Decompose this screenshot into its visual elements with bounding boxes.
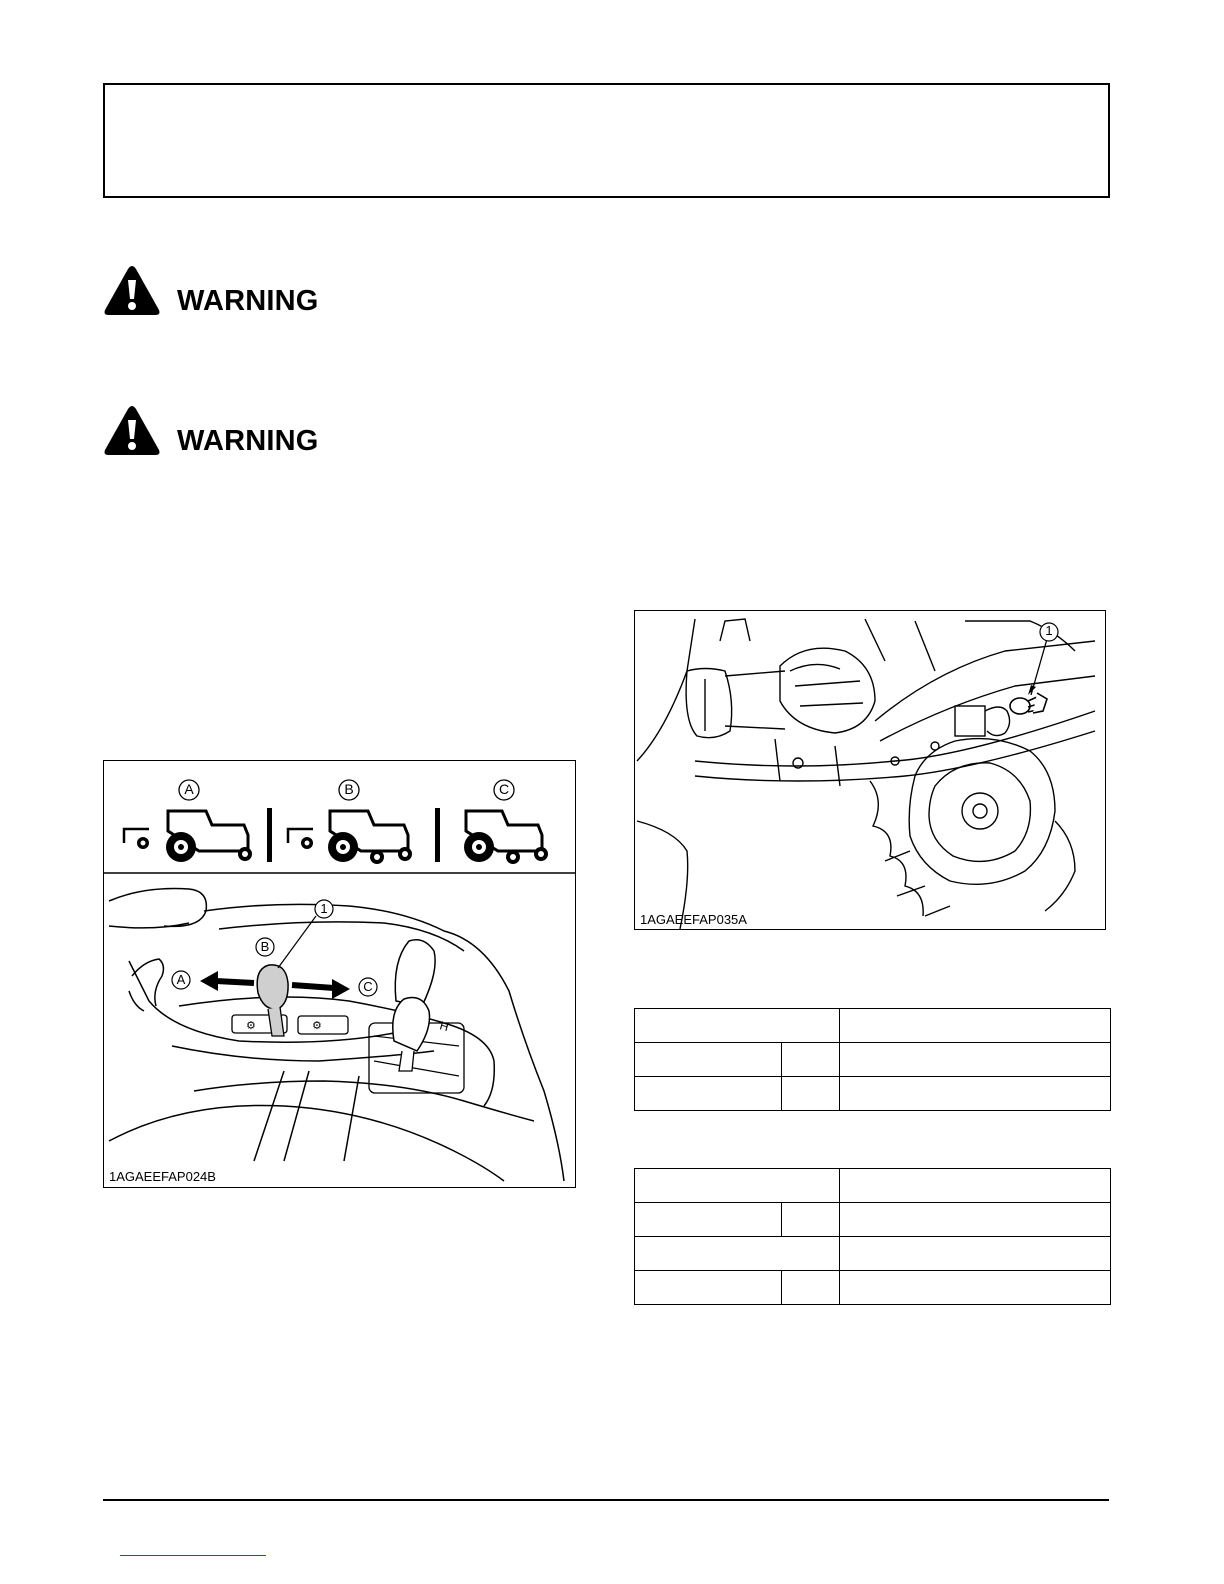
footer-link[interactable] [120,1555,266,1556]
console-line-art [109,889,564,1182]
callout-part: 1 [1045,623,1053,638]
table-cell [635,1237,840,1271]
table-cell [635,1043,782,1077]
mode-label-c: C [498,781,510,797]
table-cell [839,1237,1110,1271]
table-cell [635,1169,840,1203]
callout-lever: 1 [320,901,328,916]
warning-triangle-icon [103,403,161,457]
table-cell [839,1169,1110,1203]
callout-b: B [260,939,270,954]
callout-c: C [363,979,373,994]
warning-label: WARNING [177,285,319,317]
grease-fitting [1010,693,1047,714]
table-cell [839,1271,1110,1305]
warning-heading-2 [103,403,423,459]
underside-illustration [635,611,1105,929]
table-cell [839,1043,1110,1077]
table-row [635,1203,1111,1237]
spec-table-2 [634,1168,1111,1305]
table-cell [782,1271,839,1305]
warning-label: WARNING [177,425,319,457]
table-cell [635,1203,782,1237]
table-cell [782,1043,839,1077]
warning-heading-1 [103,263,423,319]
figure-shift-lever [103,760,576,1188]
figure-id: 1AGAEEFAP035A [640,912,747,927]
table-row [635,1169,1111,1203]
table-cell [635,1077,782,1111]
table-row [635,1043,1111,1077]
table-cell [839,1009,1110,1043]
table-row [635,1271,1111,1305]
warning-triangle-icon [103,263,161,317]
callout-a: A [176,972,186,987]
table-row [635,1077,1111,1111]
table-row [635,1237,1111,1271]
header-box [103,83,1110,198]
figure-id: 1AGAEEFAP024B [109,1169,216,1184]
footer-rule [103,1499,1109,1501]
slot-glyph-1: ⚙ [246,1020,256,1032]
table-cell [635,1009,840,1043]
figure-underside [634,610,1106,930]
mode-label-a: A [184,781,194,797]
range-lever-knob [257,965,288,1009]
table-cell [782,1203,839,1237]
lever-plate-letter: H [438,1018,451,1035]
table-cell [839,1077,1110,1111]
table-cell [839,1203,1110,1237]
table-row [635,1009,1111,1043]
table-cell [635,1271,782,1305]
mode-label-b: B [344,781,354,797]
slot-glyph-2: ⚙ [312,1020,322,1032]
spec-table-1 [634,1008,1111,1111]
table-cell [782,1077,839,1111]
